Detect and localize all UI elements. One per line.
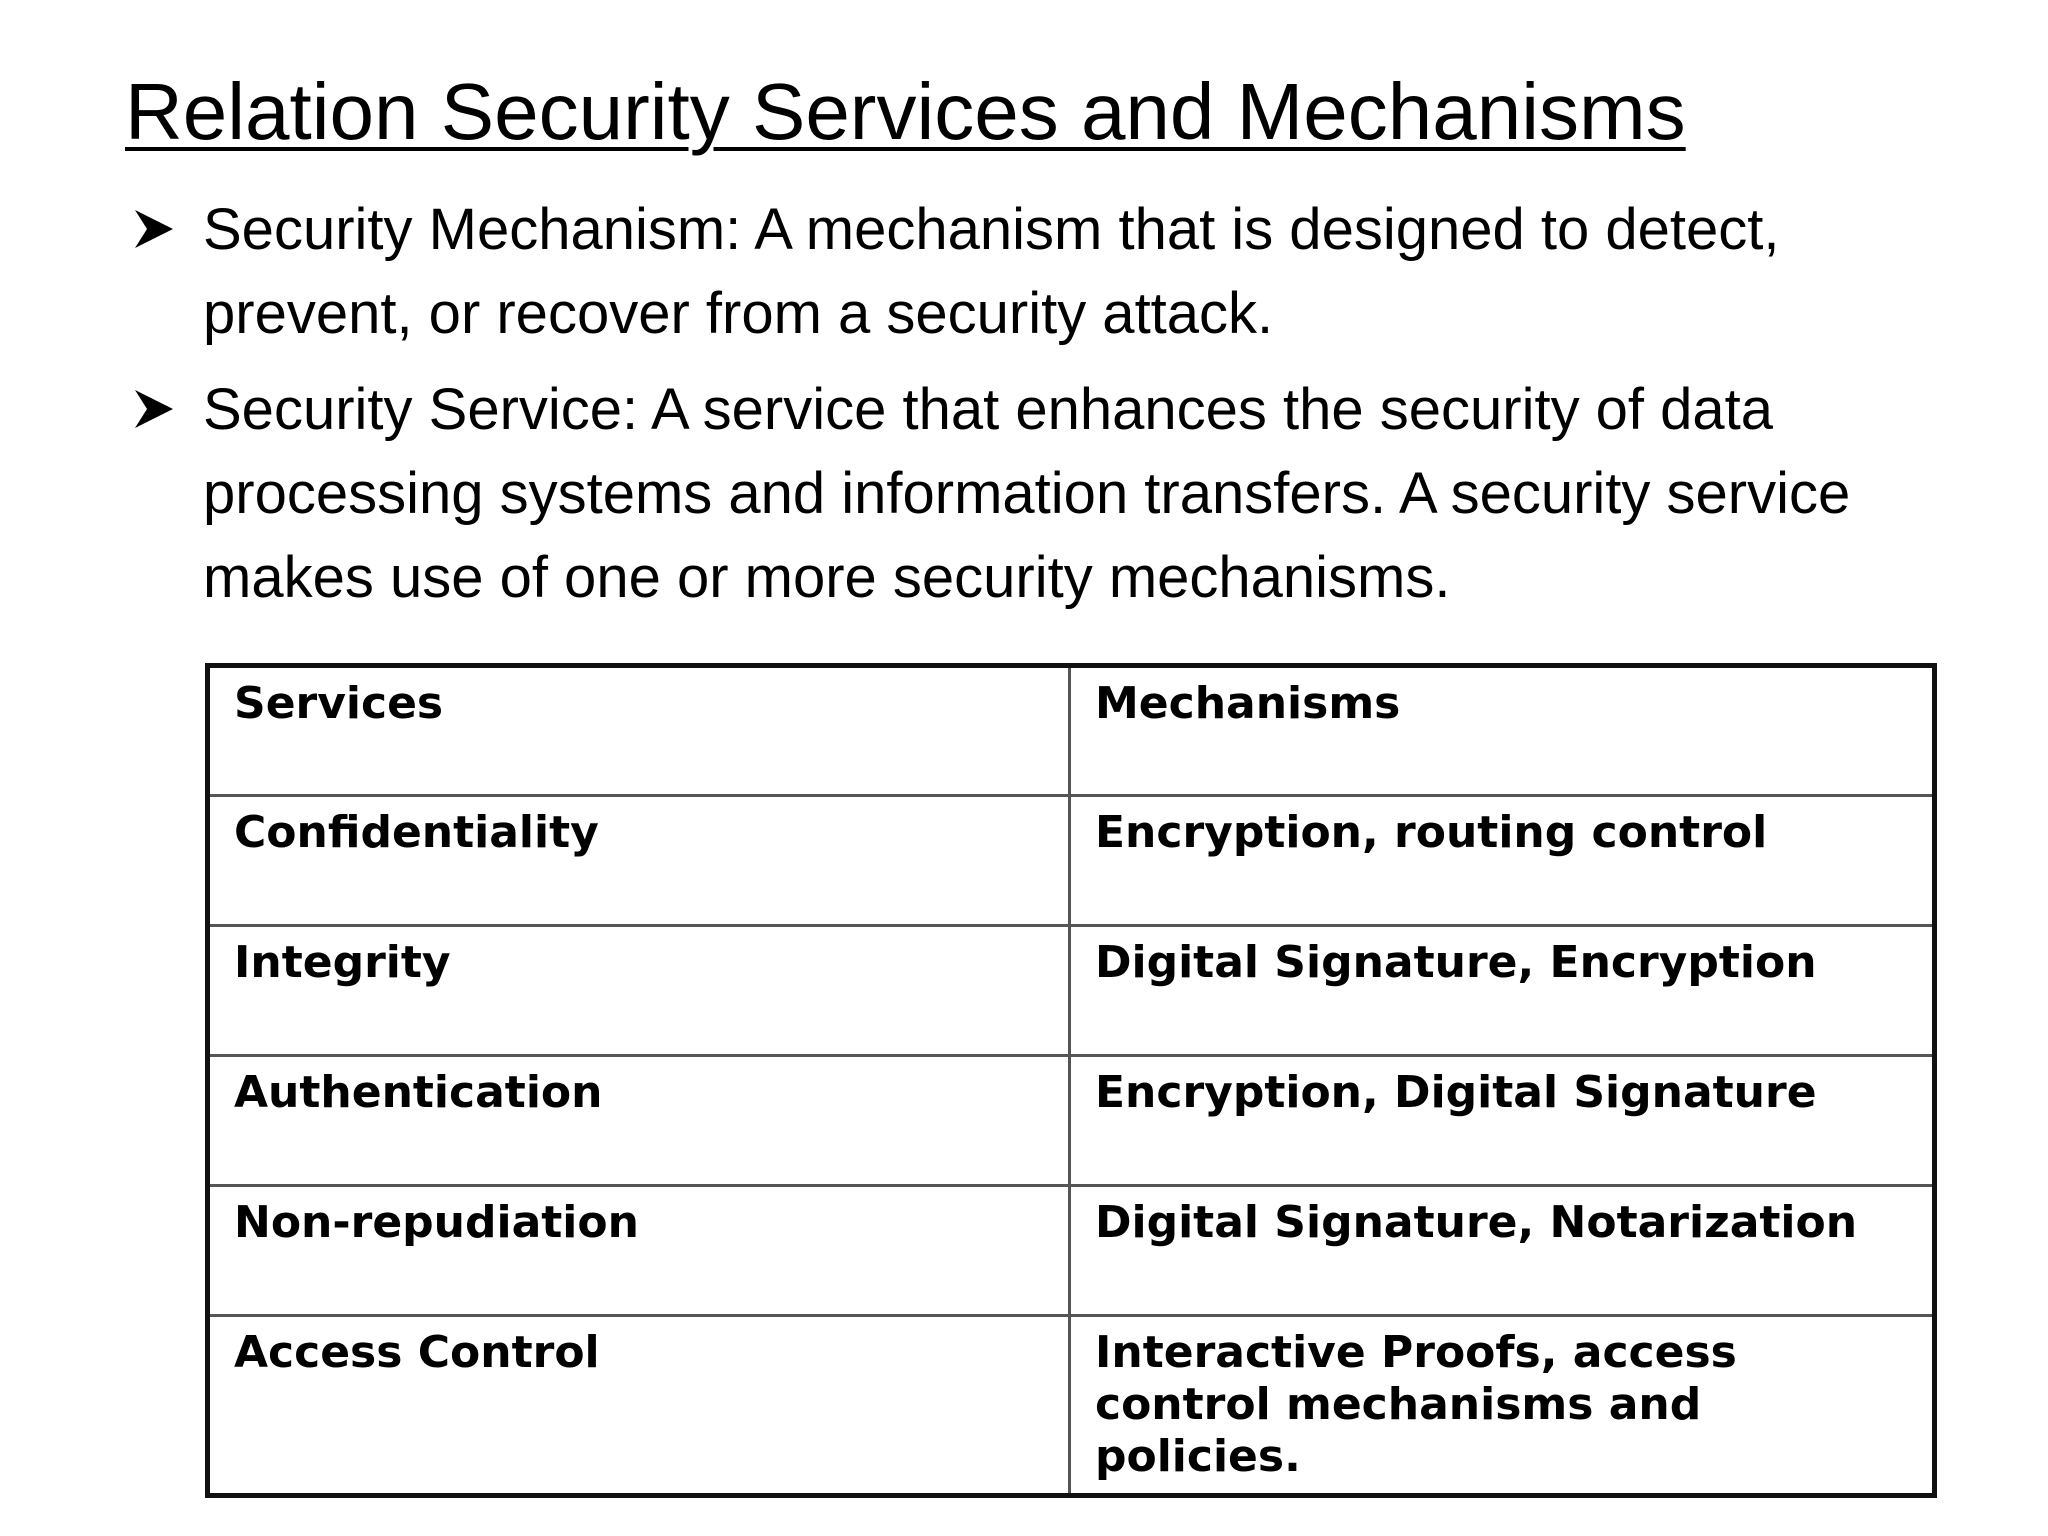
service-cell: Authentication	[208, 1056, 1070, 1186]
column-header-mechanisms: Mechanisms	[1070, 666, 1935, 796]
slide-title: Relation Security Services and Mechanisms	[125, 67, 1686, 156]
table-header-row	[208, 666, 1935, 796]
bullet-item	[125, 368, 1945, 620]
mechanism-cell: Digital Signature, Encryption	[1070, 926, 1935, 1056]
service-cell: Access Control	[208, 1316, 1070, 1496]
arrowhead-bullet-icon	[133, 388, 175, 430]
service-cell: Confidentiality	[208, 796, 1070, 926]
table-row	[208, 926, 1935, 1056]
column-header-services: Services	[208, 666, 1070, 796]
bullet-text: Security Mechanism: A mechanism that is designed to detect, prevent, or recover from a security attack.	[203, 197, 1780, 346]
table-row	[208, 1056, 1935, 1186]
table-row	[208, 1316, 1935, 1496]
table-row	[208, 796, 1935, 926]
bullet-item	[125, 188, 1945, 356]
mechanism-cell: Encryption, routing control	[1070, 796, 1935, 926]
mechanism-cell: Interactive Proofs, access control mechanisms and policies.	[1070, 1316, 1935, 1496]
service-cell: Integrity	[208, 926, 1070, 1056]
mechanism-cell: Digital Signature, Notarization	[1070, 1186, 1935, 1316]
table-row	[208, 1186, 1935, 1316]
mechanism-cell: Encryption, Digital Signature	[1070, 1056, 1935, 1186]
service-cell: Non-repudiation	[208, 1186, 1070, 1316]
bullet-text: Security Service: A service that enhances the security of data processing systems and information transfers. A security service makes use of one or more security mechanisms.	[203, 377, 1851, 610]
arrowhead-bullet-icon	[133, 208, 175, 250]
bullet-list	[125, 188, 1945, 632]
services-mechanisms-table	[205, 663, 1937, 1498]
